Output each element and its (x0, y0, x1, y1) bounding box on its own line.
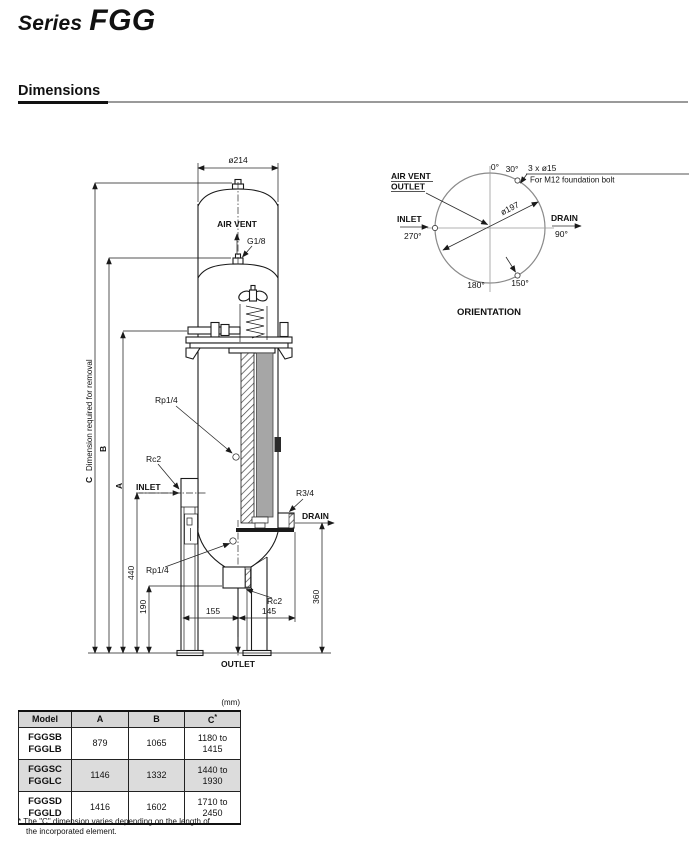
rp14-lower-label: Rp1/4 (146, 565, 169, 575)
angle-0: 0° (490, 162, 500, 172)
angle-270: 270° (404, 231, 422, 241)
bowl-drain-port (230, 538, 236, 544)
angle-30: 30° (505, 164, 519, 174)
bracket-wing-right (278, 348, 292, 359)
dim-c: C (84, 476, 94, 483)
table-cell: 1180 to 1415 (185, 728, 241, 760)
series-model: FGG (89, 4, 156, 37)
orient-drain-label: DRAIN (551, 213, 578, 223)
clamp-bolt (211, 323, 219, 338)
rp14-upper-label: Rp1/4 (155, 395, 178, 405)
port-labels (136, 219, 334, 669)
bolt-hole-30 (515, 178, 520, 183)
inlet-label: INLET (136, 482, 161, 492)
unit-note: (mm) (221, 698, 240, 707)
table-cell: 1332 (129, 760, 185, 792)
dim-360: 360 (311, 589, 321, 604)
series-word: Series (18, 12, 83, 35)
clamp-bolt-right (280, 323, 288, 337)
table-cell: 1146 (72, 760, 129, 792)
col-header-a: A (72, 711, 129, 728)
element-retainer (237, 286, 269, 343)
rc2-inlet-label: Rc2 (146, 454, 162, 464)
inlet-leg-assembly (177, 479, 203, 656)
model-cell: FGGSD FGGLD (19, 792, 72, 825)
orientation-title: ORIENTATION (456, 307, 522, 318)
r34-label: R3/4 (296, 488, 314, 498)
dim-197: ø197 (498, 199, 521, 218)
bowl-left (198, 532, 225, 567)
bolt-holes-label: 3 x ø15 (528, 163, 557, 173)
dim-190: 190 (138, 599, 148, 614)
dimension-drawing (0, 110, 700, 695)
filter-element (257, 353, 274, 517)
leg-plate (185, 514, 198, 544)
sight-gauge (275, 437, 282, 452)
dim-b: B (98, 445, 108, 452)
filter-element-section (229, 348, 294, 532)
heading-rule-gray (108, 101, 688, 103)
bowl-and-outlet (198, 513, 294, 656)
dimensions-table (18, 710, 241, 825)
table-cell: 1416 (72, 792, 129, 825)
core-tube (241, 353, 254, 523)
foundation-bolt-note: For M12 foundation bolt (530, 175, 615, 185)
dim-214: ø214 (228, 155, 248, 165)
table-cell: 1710 to 2450 (185, 792, 241, 825)
c-asterisk: * (214, 713, 218, 721)
air-vent-label: AIR VENT (217, 219, 257, 229)
table-row (19, 760, 241, 792)
table-footnote: * The "C" dimension varies depending on the length of the incorporated element. (18, 817, 210, 837)
heading-rule-black (18, 101, 108, 104)
table-header-row (19, 711, 241, 728)
page-title (18, 4, 156, 38)
bolt-hole-270 (432, 225, 437, 230)
table-cell: 1065 (129, 728, 185, 760)
model-cell: FGGSC FGGLC (19, 760, 72, 792)
table-cell: 1440 to 1930 (185, 760, 241, 792)
dimension-lines (84, 155, 331, 653)
dim-a: A (114, 482, 124, 489)
spring (246, 306, 264, 338)
col-header-b: B (129, 711, 185, 728)
model-cell: FGGSB FGGLB (19, 728, 72, 760)
orient-inlet-label: INLET (397, 214, 422, 224)
drain-label: DRAIN (302, 511, 329, 521)
section-heading: Dimensions (18, 83, 101, 99)
angle-180: 180° (467, 280, 485, 290)
rc2-outlet-label: Rc2 (267, 596, 283, 606)
col-header-model: Model (19, 711, 72, 728)
table-row (19, 728, 241, 760)
angle-150: 150° (511, 278, 529, 288)
dim-155: 155 (205, 606, 221, 616)
gauge-port (233, 454, 239, 460)
inlet-standpipe-leg (181, 479, 198, 652)
table-cell: 879 (72, 728, 129, 760)
orientation-diagram (391, 162, 689, 318)
bowl-right (251, 532, 278, 567)
installed-cover-dome (198, 264, 278, 278)
element-bottom-seat (252, 517, 268, 523)
outlet-label: OUTLET (221, 659, 255, 669)
angle-90: 90° (555, 229, 568, 239)
dim-145: 145 (261, 606, 277, 616)
tube-sheet (236, 528, 294, 532)
col-header-c: C* (185, 711, 241, 728)
dim-c-note: Dimension required for removal (85, 359, 94, 471)
orient-outlet-label: OUTLET (391, 181, 425, 192)
flange-plate (186, 337, 292, 343)
dim-440: 440 (126, 565, 136, 580)
orient-air-vent-label: AIR VENT (391, 171, 431, 181)
table-cell: 1602 (129, 792, 185, 825)
g18-label: G1/8 (247, 236, 266, 246)
element-top-plate (229, 348, 275, 353)
